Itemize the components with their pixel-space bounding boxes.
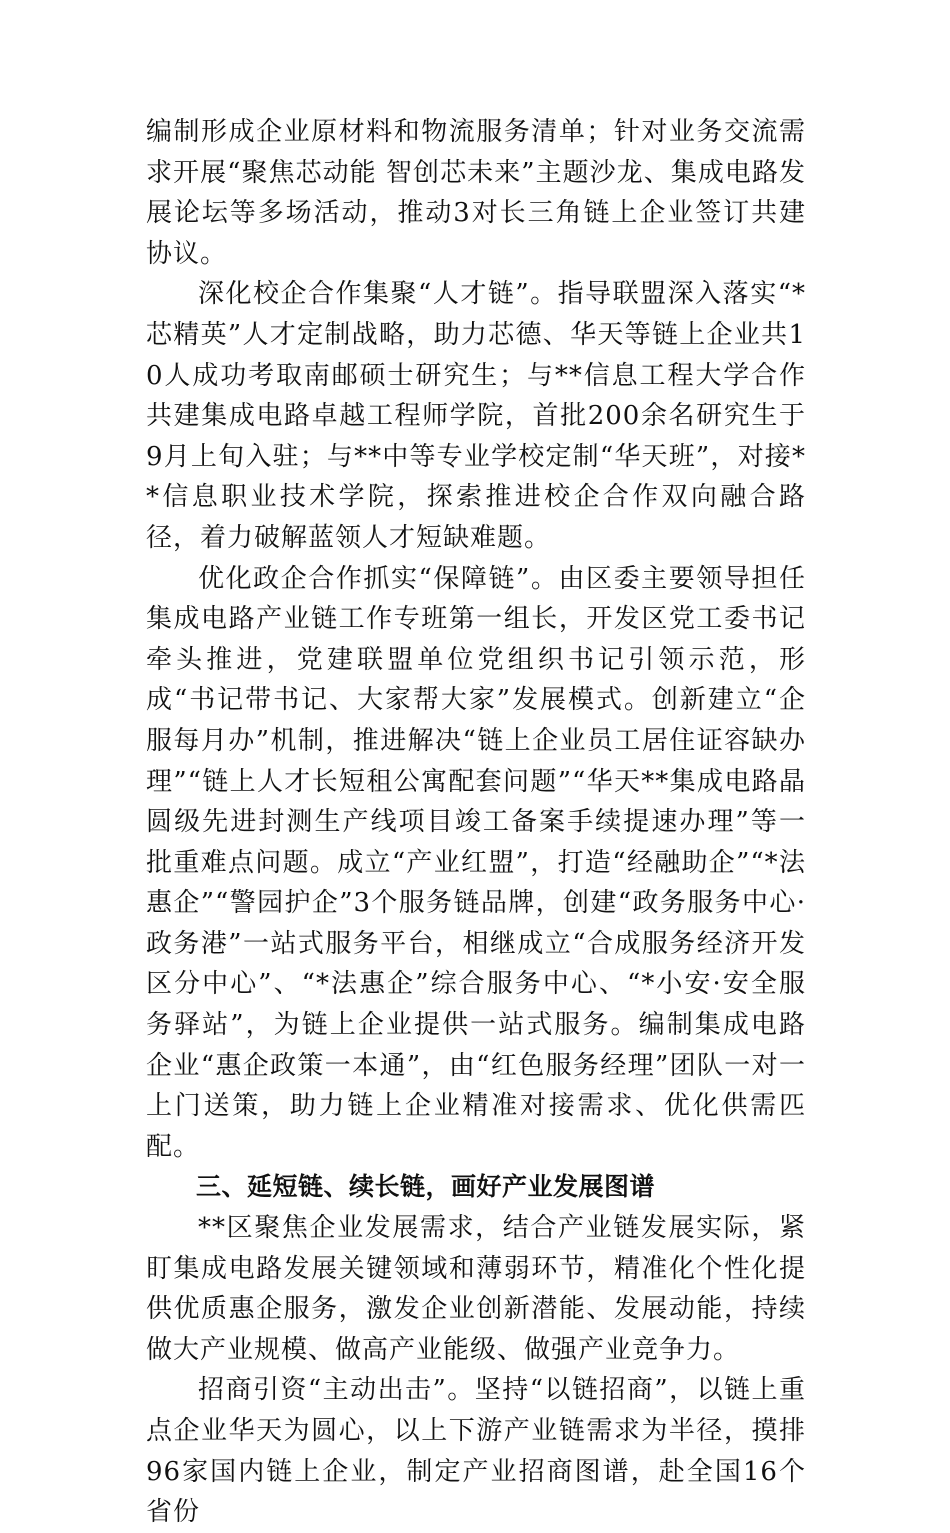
- paragraph-support-chain: 优化政企合作抓实“保障链”。由区委主要领导担任集成电路产业链工作专班第一组长，开发区党工委书记牵头推进，党建联盟单位党组织书记引领示范，形成“书记带书记、大家帮大家”发展模式。创新建立“企服每月办”机制，推进解决“链上企业员工居住证容缺办理”“链上人才长短租公寓配套问题”“华天**集成电路晶圆级先进封测生产线项目竣工备案手续提速办理”等一批重难点问题。成立“产业红盟”，打造“经融助企”“*法惠企”“警园护企”3个服务链品牌，创建“政务服务中心·政务港”一站式服务平台，相继成立“合成服务经济开发区分中心”、“*法惠企”综合服务中心、“*小安·安全服务驿站”，为链上企业提供一站式服务。编制集成电路企业“惠企政策一本通”，由“红色服务经理”团队一对一上门送策，助力链上企业精准对接需求、优化供需匹配。: [146, 563, 806, 1162]
- paragraph-investment: 招商引资“主动出击”。坚持“以链招商”，以链上重点企业华天为圆心，以上下游产业链需求为半径，摸排96家国内链上企业，制定产业招商图谱，赴全国16个省份: [146, 1375, 806, 1528]
- paragraph-section-intro: **区聚焦企业发展需求，结合产业链发展实际，紧盯集成电路发展关键领域和薄弱环节，精准化个性化提供优质惠企服务，激发企业创新潜能、发展动能，持续做大产业规模、做高产业能级、做强产业竞争力。: [146, 1213, 806, 1365]
- section-heading: 三、延短链、续长链，画好产业发展图谱: [196, 1172, 656, 1202]
- document-page: [146, 112, 806, 1533]
- paragraph-continuation: 编制形成企业原材料和物流服务清单；针对业务交流需求开展“聚焦芯动能 智创芯未来”主题沙龙、集成电路发展论坛等多场活动，推动3对长三角链上企业签订共建协议。: [146, 117, 806, 269]
- paragraph-talent-chain: 深化校企合作集聚“人才链”。指导联盟深入落实“*芯精英”人才定制战略，助力芯德、华天等链上企业共10人成功考取南邮硕士研究生；与**信息工程大学合作共建集成电路卓越工程师学院，首批200余名研究生于9月上旬入驻；与**中等专业学校定制“华天班”，对接**信息职业技术学院，探索推进校企合作双向融合路径，着力破解蓝领人才短缺难题。: [146, 279, 806, 553]
